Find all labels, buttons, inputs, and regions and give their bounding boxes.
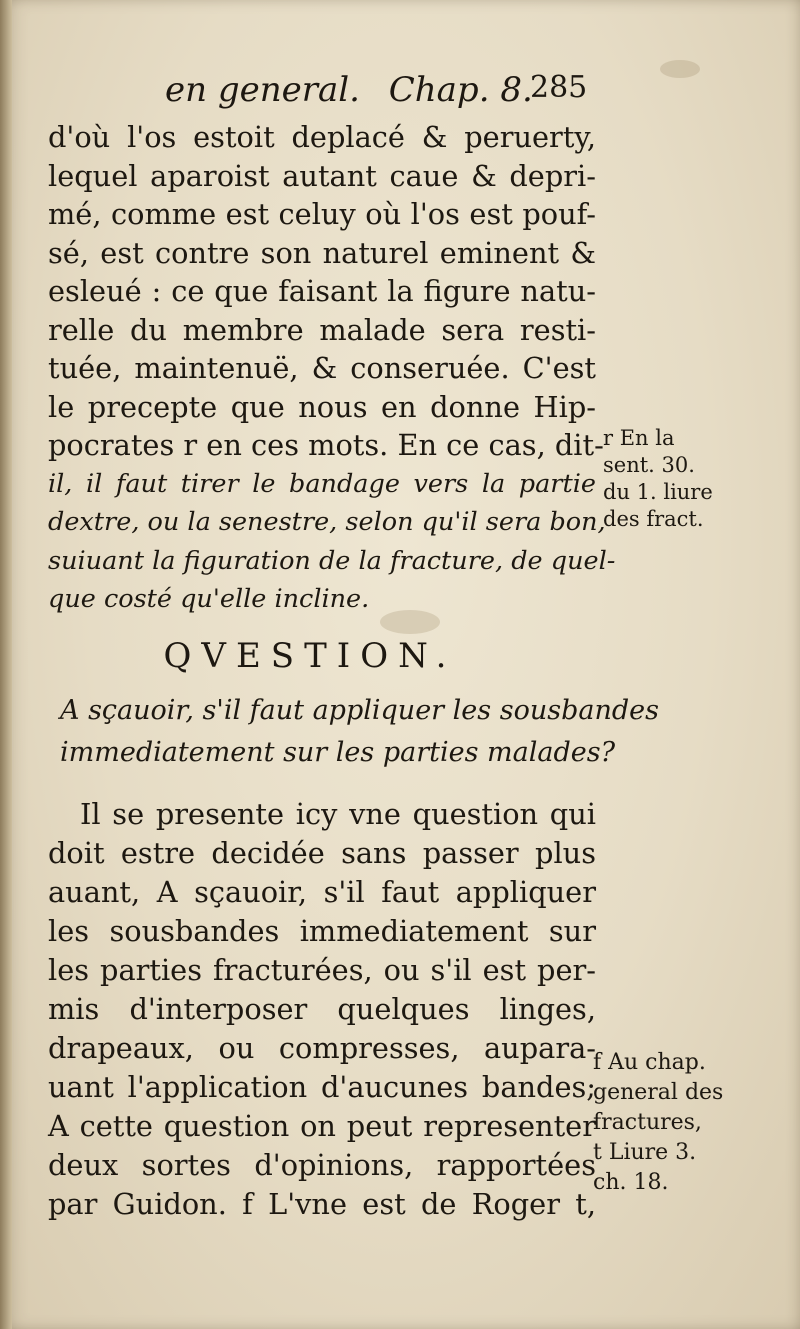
- page-binding-shadow: [0, 0, 12, 1329]
- text-line-italic: dextre, ou la senestre, selon qu'il sera bon,: [48, 507, 606, 537]
- text-line: tuée, maintenuë, & conseruée. C'est: [48, 351, 596, 385]
- text-line: par Guidon. f L'vne est de Roger t,: [48, 1187, 596, 1221]
- subtitle-line: immediatement sur les parties malades?: [60, 737, 616, 768]
- margin-note-line: t Liure 3.: [593, 1140, 697, 1165]
- margin-note-line: general des: [593, 1080, 724, 1105]
- text-line: les parties fracturées, ou s'il est per-: [48, 953, 596, 987]
- margin-note-line: fractures,: [593, 1110, 702, 1135]
- margin-note-line: du 1. liure: [603, 480, 713, 504]
- text-line: mé, comme est celuy où l'os est pouf-: [48, 197, 596, 231]
- text-line: uant l'application d'aucunes bandes;: [48, 1070, 596, 1104]
- text-line: Il se presente icy vne question qui: [80, 797, 596, 831]
- text-line: le precepte que nous en donne Hip-: [48, 389, 596, 424]
- margin-note-line: sent. 30.: [603, 453, 695, 477]
- margin-note-hippocrates: [603, 425, 713, 533]
- header-chapter: Chap. 8.: [388, 70, 533, 110]
- header-title: en general.: [165, 70, 360, 110]
- text-line: drapeaux, ou compresses, aupara-: [48, 1031, 596, 1065]
- text-line: sé, est contre son naturel eminent &: [48, 235, 596, 270]
- page-number: 285: [530, 70, 588, 105]
- paper-stain: [660, 60, 700, 78]
- margin-note-line: ch. 18.: [593, 1170, 669, 1195]
- text-line: lequel aparoist autant caue & depri-: [48, 158, 596, 193]
- text-line: mis d'interposer quelques linges,: [48, 992, 596, 1026]
- text-line: doit estre decidée sans passer plus: [48, 836, 596, 870]
- margin-note-line: f Au chap.: [593, 1050, 706, 1075]
- margin-note-line: des fract.: [603, 507, 704, 531]
- margin-note-guidon: [593, 1048, 723, 1198]
- question-heading: QVESTION.: [163, 636, 457, 676]
- text-line: d'où l'os estoit deplacé & peruerty,: [48, 120, 596, 154]
- text-line: les sousbandes immediatement sur: [48, 914, 596, 948]
- text-line: deux sortes d'opinions, rapportées: [48, 1148, 596, 1182]
- running-header: [165, 70, 588, 110]
- paragraph-2: [48, 795, 596, 1224]
- text-line-italic: il, il faut tirer le bandage vers la partie: [48, 468, 596, 499]
- text-line: esleué : ce que faisant la figure natu-: [48, 274, 596, 308]
- text-line: relle du membre malade sera resti-: [48, 312, 596, 347]
- subtitle-line: A sçauoir, s'il faut appliquer les sousbandes: [60, 695, 659, 726]
- margin-note-line: r En la: [603, 426, 675, 450]
- question-subtitle: [60, 690, 659, 774]
- text-line-italic: que costé qu'elle incline.: [48, 584, 370, 614]
- text-line: pocrates r en ces mots. En ce cas, dit-: [48, 428, 604, 462]
- text-line: A cette question on peut representer: [48, 1109, 596, 1143]
- paragraph-1: [48, 118, 616, 619]
- text-line: auant, A sçauoir, s'il faut appliquer: [48, 875, 596, 909]
- text-line-italic: suiuant la figuration de la fracture, de quel-: [48, 545, 616, 576]
